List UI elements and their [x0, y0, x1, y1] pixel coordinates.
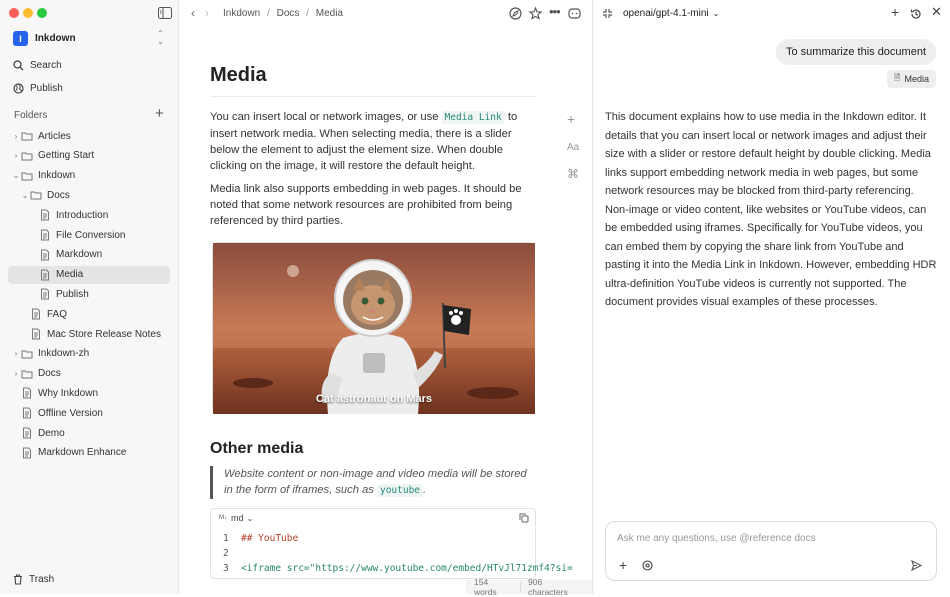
forward-icon[interactable]: ›	[205, 6, 209, 20]
document-icon	[30, 328, 42, 340]
folder-icon	[30, 189, 42, 201]
search-icon	[13, 60, 24, 71]
tree-item-label: Offline Version	[38, 407, 103, 419]
more-options-icon[interactable]: •••	[549, 4, 560, 19]
chevron-down-icon[interactable]: ⌄	[21, 190, 29, 200]
folder-icon	[21, 130, 33, 142]
quote-inline-code: youtube	[377, 484, 423, 497]
file-item[interactable]	[8, 226, 170, 244]
chevron-right-icon[interactable]: ›	[14, 131, 18, 141]
publish-label: Publish	[30, 83, 63, 94]
code-line	[223, 546, 573, 561]
model-name: openai/gpt-4.1-mini	[623, 8, 709, 19]
line-number: 1	[223, 533, 229, 544]
command-icon[interactable]: ⌘	[567, 167, 579, 181]
title-divider	[210, 96, 536, 97]
code-text: <iframe src="https://www.youtube.com/embed/HTvJl71zmf4?si=	[241, 563, 573, 574]
image-caption: Cat astronaut on Mars	[315, 393, 433, 405]
document-icon: 🗎	[894, 73, 901, 82]
new-chat-icon[interactable]: +	[891, 4, 900, 20]
folder-icon	[21, 150, 33, 162]
blockquote[interactable]	[210, 466, 536, 499]
font-style-icon[interactable]: Aa	[567, 142, 580, 153]
reference-chip[interactable]	[887, 70, 936, 88]
quote-end: .	[423, 484, 427, 496]
minimize-window-button[interactable]	[23, 8, 33, 18]
cat-astronaut-image	[213, 243, 535, 414]
code-line	[223, 561, 573, 576]
chat-input-placeholder[interactable]: Ask me any questions, use @reference docs	[617, 533, 816, 544]
model-selector[interactable]	[623, 8, 719, 19]
workspace-avatar: I	[13, 31, 28, 46]
file-item[interactable]	[8, 305, 170, 323]
star-icon[interactable]	[529, 7, 542, 20]
close-icon[interactable]: ✕	[931, 4, 942, 19]
ai-chat-panel	[592, 0, 950, 594]
folder-item[interactable]	[8, 127, 170, 145]
quote-text: Website content or non-image and video media will be stored in the form of iframes, such as	[224, 468, 527, 496]
close-window-button[interactable]	[9, 8, 19, 18]
folder-item[interactable]	[8, 186, 170, 204]
tree-item-label: Docs	[38, 368, 61, 380]
tree-item-label: Articles	[38, 130, 71, 142]
file-item[interactable]	[8, 404, 170, 422]
tree-item-label: Docs	[47, 189, 70, 201]
chevron-down-icon[interactable]: ⌄	[12, 171, 20, 181]
folder-icon	[21, 348, 33, 360]
tree-item-label: Introduction	[56, 209, 109, 221]
chevron-down-icon: ⌄	[246, 513, 254, 523]
maximize-window-button[interactable]	[37, 8, 47, 18]
document-icon	[30, 308, 42, 320]
send-icon[interactable]	[911, 560, 922, 571]
folder-item[interactable]	[8, 147, 170, 165]
attach-icon[interactable]: +	[619, 557, 628, 573]
breadcrumb-item[interactable]: Media	[315, 8, 343, 19]
add-folder-icon[interactable]: +	[155, 105, 164, 122]
chevron-right-icon[interactable]: ›	[14, 369, 18, 379]
code-lang-selector[interactable]	[219, 513, 253, 523]
workspace-switcher[interactable]	[13, 30, 168, 47]
tree-item-label: Demo	[38, 427, 65, 439]
tree-item-label: Markdown Enhance	[38, 447, 127, 459]
folders-heading: Folders	[14, 110, 48, 121]
trash-label: Trash	[29, 574, 55, 585]
tree-item-label: Publish	[56, 288, 89, 300]
reference-chip-label: Media	[904, 74, 929, 84]
chat-panel-icon[interactable]	[568, 7, 581, 20]
history-icon[interactable]	[910, 8, 922, 20]
line-number: 3	[223, 563, 229, 574]
add-block-icon[interactable]: +	[567, 111, 576, 127]
collapse-icon[interactable]	[602, 8, 613, 19]
document-icon	[21, 447, 33, 459]
file-item[interactable]	[8, 246, 170, 264]
markdown-icon: M↓	[219, 515, 227, 521]
assistant-response: This document explains how to use media in the Inkdown editor. It details that you can insert local or network images and adjust their size with a slider or restore default height by double clicking. Media links support embedding network media in web pages, but some network resources may be blocked from third-party referencing. Non-image or video content, like websites or YouTube videos, can be embedded using iframes. Specifically for YouTube videos, you can embed them by copying the share link from YouTube and pasting it into the Media Link in Inkdown. However, embedding HDR ultra-definition YouTube videos is currently not supported. The document provides visual examples of these processes.	[605, 111, 937, 308]
code-lang-label: md	[231, 513, 244, 523]
tree-item-label: Why Inkdown	[38, 387, 99, 399]
folder-item[interactable]	[8, 345, 170, 363]
chat-input-box[interactable]	[605, 521, 937, 581]
toggle-sidebar-icon[interactable]	[158, 7, 172, 19]
folder-item[interactable]	[8, 365, 170, 383]
file-item[interactable]	[8, 325, 170, 343]
paragraph-1-text-start: You can insert local or network images, or use	[210, 111, 439, 123]
publish-item[interactable]	[13, 83, 63, 94]
paragraph-1[interactable]	[210, 109, 538, 174]
tree-item-label: Markdown	[56, 249, 103, 261]
folder-item[interactable]	[8, 167, 170, 185]
tree-item-label: FAQ	[47, 308, 68, 320]
line-number: 2	[223, 548, 229, 559]
document-icon	[39, 249, 51, 261]
globe-icon	[13, 83, 24, 94]
tree-item-label: Inkdown	[38, 170, 76, 182]
chevron-right-icon[interactable]: ›	[14, 349, 18, 359]
user-message-bubble	[776, 39, 936, 65]
trash-item[interactable]	[13, 574, 54, 585]
document-icon	[21, 407, 33, 419]
chevron-right-icon[interactable]: ›	[14, 151, 18, 161]
file-item[interactable]	[8, 384, 170, 402]
file-item[interactable]	[8, 285, 170, 303]
document-icon	[39, 288, 51, 300]
code-text: ## YouTube	[241, 533, 299, 544]
compass-icon[interactable]	[509, 7, 522, 20]
paragraph-1-text-end: to insert network media. When selecting media, there is a slider below the element to adjust the element size. When double clicking on the image, it will restore the default height.	[210, 111, 518, 172]
inline-code: Media Link	[442, 111, 505, 124]
document-icon	[21, 387, 33, 399]
page-title[interactable]: Media	[210, 64, 267, 86]
paragraph-2[interactable]: Media link also supports embedding in web pages. It should be noted that some network resources are prohibited from being referenced by third parties.	[210, 183, 522, 227]
tree-item-label: Inkdown-zh	[38, 348, 90, 360]
search-item[interactable]	[13, 60, 62, 71]
search-label: Search	[30, 60, 62, 71]
folder-icon	[21, 368, 33, 380]
editor-pane	[179, 0, 592, 597]
char-count: 906 characters	[528, 577, 568, 597]
code-lines	[223, 531, 573, 576]
settings-icon[interactable]	[642, 560, 653, 571]
word-count: 154 words	[474, 577, 497, 597]
document-icon	[21, 427, 33, 439]
tree-item-label: Media	[56, 269, 84, 281]
file-item[interactable]	[8, 444, 170, 462]
user-message-text: To summarize this document	[786, 46, 926, 58]
tree-item-label: Mac Store Release Notes	[47, 328, 161, 340]
folder-icon	[21, 170, 33, 182]
document-icon	[39, 269, 51, 281]
breadcrumb: Inkdown / Docs / Media	[223, 8, 343, 19]
back-icon[interactable]: ‹	[191, 6, 195, 20]
file-item[interactable]	[8, 206, 170, 224]
breadcrumb-item[interactable]: Docs	[276, 8, 300, 19]
code-block[interactable]	[210, 508, 573, 579]
document-icon	[39, 229, 51, 241]
document-icon	[39, 209, 51, 221]
chevron-up-down-icon: ⌃ ⌄	[157, 29, 164, 46]
file-item[interactable]	[8, 266, 170, 284]
sidebar	[0, 0, 179, 594]
status-bar	[466, 577, 592, 597]
heading-other-media[interactable]: Other media	[210, 440, 304, 457]
trash-icon	[13, 574, 23, 585]
copy-icon[interactable]	[519, 513, 529, 523]
file-item[interactable]	[8, 424, 170, 442]
workspace-name: Inkdown	[35, 33, 76, 44]
breadcrumb-item[interactable]: Inkdown	[223, 8, 261, 19]
tree-item-label: Getting Start	[38, 150, 95, 162]
tree-item-label: File Conversion	[56, 229, 126, 241]
chevron-down-icon: ⌄	[712, 9, 720, 18]
code-line	[223, 531, 573, 546]
media-image[interactable]	[212, 242, 534, 413]
